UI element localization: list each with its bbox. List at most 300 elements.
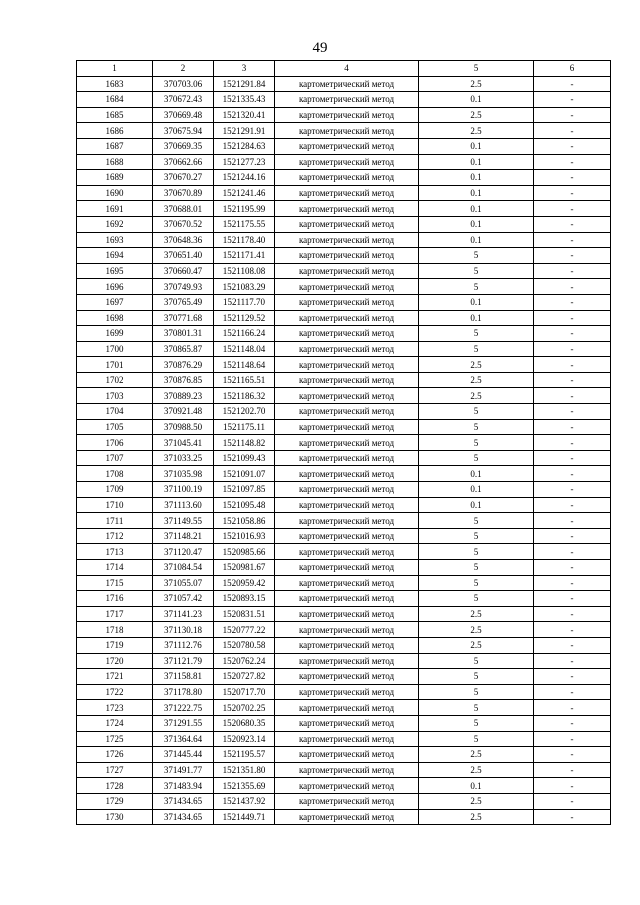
point-number-cell: 1706	[77, 435, 153, 451]
y-coordinate-cell: 1521291.91	[214, 123, 275, 139]
x-coordinate-cell: 370801.31	[153, 326, 214, 342]
accuracy-cell: 2.5	[419, 372, 534, 388]
x-coordinate-cell: 370670.89	[153, 185, 214, 201]
accuracy-cell: 2.5	[419, 762, 534, 778]
accuracy-cell: 5	[419, 450, 534, 466]
point-number-cell: 1727	[77, 762, 153, 778]
y-coordinate-cell: 1520831.51	[214, 606, 275, 622]
y-coordinate-cell: 1521186.32	[214, 388, 275, 404]
point-number-cell: 1702	[77, 372, 153, 388]
x-coordinate-cell: 370669.35	[153, 138, 214, 154]
coordinates-table	[76, 60, 611, 825]
y-coordinate-cell: 1520981.67	[214, 560, 275, 576]
point-number-cell: 1685	[77, 107, 153, 123]
method-cell: картометрический метод	[275, 669, 419, 685]
table-row	[77, 700, 611, 716]
y-coordinate-cell: 1521202.70	[214, 404, 275, 420]
method-cell: картометрический метод	[275, 528, 419, 544]
method-cell: картометрический метод	[275, 809, 419, 825]
y-coordinate-cell: 1520702.25	[214, 700, 275, 716]
y-coordinate-cell: 1521335.43	[214, 92, 275, 108]
y-coordinate-cell: 1521320.41	[214, 107, 275, 123]
y-coordinate-cell: 1520762.24	[214, 653, 275, 669]
method-cell: картометрический метод	[275, 232, 419, 248]
point-number-cell: 1690	[77, 185, 153, 201]
x-coordinate-cell: 370921.48	[153, 404, 214, 420]
y-coordinate-cell: 1520985.66	[214, 544, 275, 560]
note-cell: -	[534, 92, 611, 108]
method-cell: картометрический метод	[275, 793, 419, 809]
point-number-cell: 1697	[77, 294, 153, 310]
point-number-cell: 1699	[77, 326, 153, 342]
table-row	[77, 793, 611, 809]
accuracy-cell: 5	[419, 419, 534, 435]
point-number-cell: 1728	[77, 778, 153, 794]
accuracy-cell: 2.5	[419, 123, 534, 139]
accuracy-cell: 5	[419, 560, 534, 576]
x-coordinate-cell: 371084.54	[153, 560, 214, 576]
accuracy-cell: 0.1	[419, 497, 534, 513]
method-cell: картометрический метод	[275, 622, 419, 638]
x-coordinate-cell: 371120.47	[153, 544, 214, 560]
point-number-cell: 1725	[77, 731, 153, 747]
y-coordinate-cell: 1521355.69	[214, 778, 275, 794]
method-cell: картометрический метод	[275, 138, 419, 154]
accuracy-cell: 0.1	[419, 294, 534, 310]
x-coordinate-cell: 370876.85	[153, 372, 214, 388]
table-row	[77, 294, 611, 310]
note-cell: -	[534, 809, 611, 825]
y-coordinate-cell: 1520717.70	[214, 684, 275, 700]
accuracy-cell: 2.5	[419, 793, 534, 809]
table-row	[77, 185, 611, 201]
method-cell: картометрический метод	[275, 684, 419, 700]
x-coordinate-cell: 371130.18	[153, 622, 214, 638]
y-coordinate-cell: 1521171.41	[214, 248, 275, 264]
y-coordinate-cell: 1521284.63	[214, 138, 275, 154]
y-coordinate-cell: 1521095.48	[214, 497, 275, 513]
accuracy-cell: 0.1	[419, 138, 534, 154]
table-row	[77, 762, 611, 778]
note-cell: -	[534, 341, 611, 357]
note-cell: -	[534, 170, 611, 186]
x-coordinate-cell: 371158.81	[153, 669, 214, 685]
table-row	[77, 404, 611, 420]
table-row	[77, 154, 611, 170]
x-coordinate-cell: 370865.87	[153, 341, 214, 357]
note-cell: -	[534, 404, 611, 420]
table-row	[77, 310, 611, 326]
point-number-cell: 1730	[77, 809, 153, 825]
note-cell: -	[534, 138, 611, 154]
x-coordinate-cell: 371148.21	[153, 528, 214, 544]
y-coordinate-cell: 1521277.23	[214, 154, 275, 170]
point-number-cell: 1693	[77, 232, 153, 248]
y-coordinate-cell: 1521148.04	[214, 341, 275, 357]
note-cell: -	[534, 762, 611, 778]
note-cell: -	[534, 232, 611, 248]
accuracy-cell: 5	[419, 715, 534, 731]
accuracy-cell: 0.1	[419, 154, 534, 170]
table-row	[77, 279, 611, 295]
table-row	[77, 232, 611, 248]
x-coordinate-cell: 370675.94	[153, 123, 214, 139]
table-row	[77, 497, 611, 513]
table-row	[77, 560, 611, 576]
y-coordinate-cell: 1521083.29	[214, 279, 275, 295]
y-coordinate-cell: 1521241.46	[214, 185, 275, 201]
method-cell: картометрический метод	[275, 216, 419, 232]
column-header-3: 3	[214, 61, 275, 77]
table-row	[77, 591, 611, 607]
accuracy-cell: 5	[419, 513, 534, 529]
table-row	[77, 637, 611, 653]
x-coordinate-cell: 370669.48	[153, 107, 214, 123]
accuracy-cell: 0.1	[419, 170, 534, 186]
table-row	[77, 513, 611, 529]
accuracy-cell: 2.5	[419, 809, 534, 825]
x-coordinate-cell: 370771.68	[153, 310, 214, 326]
note-cell: -	[534, 154, 611, 170]
table-body	[77, 76, 611, 825]
method-cell: картометрический метод	[275, 513, 419, 529]
table-row	[77, 123, 611, 139]
table-row	[77, 372, 611, 388]
accuracy-cell: 2.5	[419, 637, 534, 653]
accuracy-cell: 5	[419, 279, 534, 295]
method-cell: картометрический метод	[275, 762, 419, 778]
x-coordinate-cell: 371491.77	[153, 762, 214, 778]
method-cell: картометрический метод	[275, 544, 419, 560]
accuracy-cell: 0.1	[419, 92, 534, 108]
x-coordinate-cell: 371434.65	[153, 809, 214, 825]
accuracy-cell: 5	[419, 544, 534, 560]
method-cell: картометрический метод	[275, 185, 419, 201]
point-number-cell: 1689	[77, 170, 153, 186]
method-cell: картометрический метод	[275, 201, 419, 217]
x-coordinate-cell: 371121.79	[153, 653, 214, 669]
point-number-cell: 1718	[77, 622, 153, 638]
accuracy-cell: 2.5	[419, 388, 534, 404]
table-row	[77, 778, 611, 794]
x-coordinate-cell: 370648.36	[153, 232, 214, 248]
method-cell: картометрический метод	[275, 747, 419, 763]
note-cell: -	[534, 560, 611, 576]
table-row	[77, 107, 611, 123]
y-coordinate-cell: 1520680.35	[214, 715, 275, 731]
table-row	[77, 248, 611, 264]
x-coordinate-cell: 371291.55	[153, 715, 214, 731]
table-row	[77, 341, 611, 357]
note-cell: -	[534, 466, 611, 482]
note-cell: -	[534, 513, 611, 529]
table-row	[77, 715, 611, 731]
table-row	[77, 388, 611, 404]
point-number-cell: 1698	[77, 310, 153, 326]
table-row	[77, 357, 611, 373]
x-coordinate-cell: 370703.06	[153, 76, 214, 92]
note-cell: -	[534, 76, 611, 92]
note-cell: -	[534, 684, 611, 700]
y-coordinate-cell: 1521097.85	[214, 482, 275, 498]
note-cell: -	[534, 123, 611, 139]
y-coordinate-cell: 1521166.24	[214, 326, 275, 342]
method-cell: картометрический метод	[275, 497, 419, 513]
x-coordinate-cell: 371055.07	[153, 575, 214, 591]
point-number-cell: 1710	[77, 497, 153, 513]
x-coordinate-cell: 371113.60	[153, 497, 214, 513]
table-row	[77, 263, 611, 279]
y-coordinate-cell: 1521449.71	[214, 809, 275, 825]
y-coordinate-cell: 1521437.92	[214, 793, 275, 809]
method-cell: картометрический метод	[275, 575, 419, 591]
method-cell: картометрический метод	[275, 778, 419, 794]
table-row	[77, 482, 611, 498]
point-number-cell: 1720	[77, 653, 153, 669]
table-row	[77, 747, 611, 763]
x-coordinate-cell: 370670.52	[153, 216, 214, 232]
table-row	[77, 201, 611, 217]
y-coordinate-cell: 1521175.55	[214, 216, 275, 232]
x-coordinate-cell: 371141.23	[153, 606, 214, 622]
accuracy-cell: 0.1	[419, 482, 534, 498]
y-coordinate-cell: 1521148.64	[214, 357, 275, 373]
point-number-cell: 1692	[77, 216, 153, 232]
note-cell: -	[534, 326, 611, 342]
accuracy-cell: 0.1	[419, 185, 534, 201]
note-cell: -	[534, 248, 611, 264]
note-cell: -	[534, 107, 611, 123]
method-cell: картометрический метод	[275, 404, 419, 420]
y-coordinate-cell: 1521178.40	[214, 232, 275, 248]
method-cell: картометрический метод	[275, 279, 419, 295]
method-cell: картометрический метод	[275, 591, 419, 607]
y-coordinate-cell: 1521016.93	[214, 528, 275, 544]
x-coordinate-cell: 370688.01	[153, 201, 214, 217]
point-number-cell: 1707	[77, 450, 153, 466]
method-cell: картометрический метод	[275, 76, 419, 92]
x-coordinate-cell: 370660.47	[153, 263, 214, 279]
accuracy-cell: 5	[419, 731, 534, 747]
y-coordinate-cell: 1520777.22	[214, 622, 275, 638]
y-coordinate-cell: 1520959.42	[214, 575, 275, 591]
accuracy-cell: 0.1	[419, 310, 534, 326]
table-row	[77, 575, 611, 591]
method-cell: картометрический метод	[275, 731, 419, 747]
note-cell: -	[534, 669, 611, 685]
table-row	[77, 684, 611, 700]
y-coordinate-cell: 1521148.82	[214, 435, 275, 451]
point-number-cell: 1705	[77, 419, 153, 435]
note-cell: -	[534, 419, 611, 435]
y-coordinate-cell: 1520780.58	[214, 637, 275, 653]
y-coordinate-cell: 1521091.07	[214, 466, 275, 482]
column-header-6: 6	[534, 61, 611, 77]
point-number-cell: 1724	[77, 715, 153, 731]
accuracy-cell: 5	[419, 528, 534, 544]
accuracy-cell: 0.1	[419, 466, 534, 482]
accuracy-cell: 2.5	[419, 357, 534, 373]
table-row	[77, 528, 611, 544]
accuracy-cell: 5	[419, 326, 534, 342]
method-cell: картометрический метод	[275, 248, 419, 264]
method-cell: картометрический метод	[275, 388, 419, 404]
accuracy-cell: 5	[419, 263, 534, 279]
table-row	[77, 419, 611, 435]
x-coordinate-cell: 371222.75	[153, 700, 214, 716]
method-cell: картометрический метод	[275, 294, 419, 310]
column-header-4: 4	[275, 61, 419, 77]
note-cell: -	[534, 185, 611, 201]
y-coordinate-cell: 1521351.80	[214, 762, 275, 778]
x-coordinate-cell: 370876.29	[153, 357, 214, 373]
point-number-cell: 1722	[77, 684, 153, 700]
table-row	[77, 466, 611, 482]
y-coordinate-cell: 1520727.82	[214, 669, 275, 685]
page-number: 49	[312, 40, 328, 56]
point-number-cell: 1691	[77, 201, 153, 217]
point-number-cell: 1723	[77, 700, 153, 716]
note-cell: -	[534, 310, 611, 326]
point-number-cell: 1708	[77, 466, 153, 482]
note-cell: -	[534, 388, 611, 404]
accuracy-cell: 2.5	[419, 76, 534, 92]
accuracy-cell: 5	[419, 591, 534, 607]
accuracy-cell: 0.1	[419, 216, 534, 232]
table-row	[77, 326, 611, 342]
note-cell: -	[534, 482, 611, 498]
method-cell: картометрический метод	[275, 466, 419, 482]
y-coordinate-cell: 1521058.86	[214, 513, 275, 529]
method-cell: картометрический метод	[275, 606, 419, 622]
accuracy-cell: 0.1	[419, 778, 534, 794]
point-number-cell: 1713	[77, 544, 153, 560]
table-row	[77, 435, 611, 451]
note-cell: -	[534, 575, 611, 591]
note-cell: -	[534, 778, 611, 794]
method-cell: картометрический метод	[275, 326, 419, 342]
method-cell: картометрический метод	[275, 341, 419, 357]
point-number-cell: 1712	[77, 528, 153, 544]
note-cell: -	[534, 747, 611, 763]
accuracy-cell: 2.5	[419, 747, 534, 763]
method-cell: картометрический метод	[275, 170, 419, 186]
accuracy-cell: 5	[419, 700, 534, 716]
column-header-1: 1	[77, 61, 153, 77]
column-header-2: 2	[153, 61, 214, 77]
point-number-cell: 1729	[77, 793, 153, 809]
x-coordinate-cell: 371045.41	[153, 435, 214, 451]
table-row	[77, 92, 611, 108]
y-coordinate-cell: 1520893.15	[214, 591, 275, 607]
method-cell: картометрический метод	[275, 450, 419, 466]
accuracy-cell: 5	[419, 684, 534, 700]
point-number-cell: 1726	[77, 747, 153, 763]
method-cell: картометрический метод	[275, 700, 419, 716]
note-cell: -	[534, 435, 611, 451]
note-cell: -	[534, 294, 611, 310]
note-cell: -	[534, 544, 611, 560]
point-number-cell: 1711	[77, 513, 153, 529]
method-cell: картометрический метод	[275, 653, 419, 669]
accuracy-cell: 2.5	[419, 107, 534, 123]
accuracy-cell: 0.1	[419, 201, 534, 217]
note-cell: -	[534, 497, 611, 513]
x-coordinate-cell: 371178.80	[153, 684, 214, 700]
method-cell: картометрический метод	[275, 310, 419, 326]
method-cell: картометрический метод	[275, 637, 419, 653]
point-number-cell: 1716	[77, 591, 153, 607]
table-row	[77, 653, 611, 669]
accuracy-cell: 5	[419, 575, 534, 591]
note-cell: -	[534, 263, 611, 279]
note-cell: -	[534, 700, 611, 716]
x-coordinate-cell: 370672.43	[153, 92, 214, 108]
table-row	[77, 544, 611, 560]
table-row	[77, 170, 611, 186]
x-coordinate-cell: 371033.25	[153, 450, 214, 466]
x-coordinate-cell: 371445.44	[153, 747, 214, 763]
note-cell: -	[534, 201, 611, 217]
point-number-cell: 1700	[77, 341, 153, 357]
note-cell: -	[534, 622, 611, 638]
x-coordinate-cell: 371100.19	[153, 482, 214, 498]
point-number-cell: 1687	[77, 138, 153, 154]
method-cell: картометрический метод	[275, 357, 419, 373]
table-row	[77, 669, 611, 685]
point-number-cell: 1696	[77, 279, 153, 295]
accuracy-cell: 5	[419, 435, 534, 451]
x-coordinate-cell: 371112.76	[153, 637, 214, 653]
point-number-cell: 1704	[77, 404, 153, 420]
accuracy-cell: 5	[419, 341, 534, 357]
table-row	[77, 606, 611, 622]
table-row	[77, 622, 611, 638]
accuracy-cell: 5	[419, 404, 534, 420]
method-cell: картометрический метод	[275, 560, 419, 576]
y-coordinate-cell: 1521291.84	[214, 76, 275, 92]
x-coordinate-cell: 371057.42	[153, 591, 214, 607]
point-number-cell: 1719	[77, 637, 153, 653]
point-number-cell: 1714	[77, 560, 153, 576]
note-cell: -	[534, 653, 611, 669]
y-coordinate-cell: 1521195.99	[214, 201, 275, 217]
y-coordinate-cell: 1521165.51	[214, 372, 275, 388]
note-cell: -	[534, 591, 611, 607]
column-header-5: 5	[419, 61, 534, 77]
point-number-cell: 1709	[77, 482, 153, 498]
accuracy-cell: 2.5	[419, 606, 534, 622]
x-coordinate-cell: 370662.66	[153, 154, 214, 170]
x-coordinate-cell: 371149.55	[153, 513, 214, 529]
table-row	[77, 216, 611, 232]
note-cell: -	[534, 372, 611, 388]
x-coordinate-cell: 371364.64	[153, 731, 214, 747]
y-coordinate-cell: 1521129.52	[214, 310, 275, 326]
method-cell: картометрический метод	[275, 263, 419, 279]
y-coordinate-cell: 1521099.43	[214, 450, 275, 466]
note-cell: -	[534, 279, 611, 295]
x-coordinate-cell: 371035.98	[153, 466, 214, 482]
point-number-cell: 1715	[77, 575, 153, 591]
point-number-cell: 1688	[77, 154, 153, 170]
note-cell: -	[534, 715, 611, 731]
x-coordinate-cell: 371434.65	[153, 793, 214, 809]
x-coordinate-cell: 370651.40	[153, 248, 214, 264]
x-coordinate-cell: 370765.49	[153, 294, 214, 310]
method-cell: картометрический метод	[275, 715, 419, 731]
point-number-cell: 1686	[77, 123, 153, 139]
